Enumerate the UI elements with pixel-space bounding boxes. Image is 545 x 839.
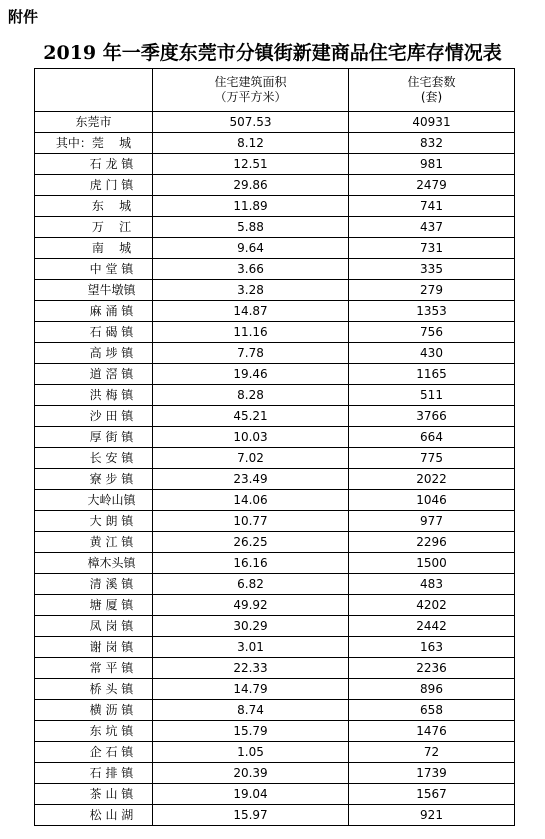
units-value-cell: 1500 [349,553,515,574]
region-name-cell: 茶 山 镇 [35,784,153,805]
units-value-cell: 4202 [349,595,515,616]
area-value-cell: 9.64 [153,238,349,259]
area-value-cell: 7.02 [153,448,349,469]
header-name-cell [35,69,153,112]
units-value-cell: 1476 [349,721,515,742]
region-name-cell: 望牛墩镇 [35,280,153,301]
area-value-cell: 16.16 [153,553,349,574]
table-row [35,700,515,721]
region-name-cell: 中 堂 镇 [35,259,153,280]
area-value-cell: 5.88 [153,217,349,238]
area-value-cell: 11.89 [153,196,349,217]
table-row [35,616,515,637]
area-value-cell: 14.79 [153,679,349,700]
units-value-cell: 664 [349,427,515,448]
region-name-cell: 常 平 镇 [35,658,153,679]
region-name-cell: 桥 头 镇 [35,679,153,700]
area-value-cell: 22.33 [153,658,349,679]
units-value-cell: 977 [349,511,515,532]
region-name-cell: 东 坑 镇 [35,721,153,742]
region-name-cell: 长 安 镇 [35,448,153,469]
units-value-cell: 3766 [349,406,515,427]
header-area-cell [153,69,349,112]
area-value-cell: 49.92 [153,595,349,616]
region-name-cell: 沙 田 镇 [35,406,153,427]
table-row [35,343,515,364]
table-row [35,238,515,259]
table-row [35,406,515,427]
area-value-cell: 15.79 [153,721,349,742]
table-row [35,532,515,553]
area-value-cell: 1.05 [153,742,349,763]
region-name-cell: 高 埗 镇 [35,343,153,364]
units-value-cell: 2442 [349,616,515,637]
area-value-cell: 8.12 [153,133,349,154]
attachment-label: 附件 [8,8,39,26]
area-value-cell: 19.04 [153,784,349,805]
region-name-cell: 麻 涌 镇 [35,301,153,322]
units-value-cell: 1353 [349,301,515,322]
region-name-cell: 黄 江 镇 [35,532,153,553]
table-row [35,574,515,595]
units-value-cell: 1165 [349,364,515,385]
region-name-cell: 樟木头镇 [35,553,153,574]
units-value-cell: 832 [349,133,515,154]
region-name-cell: 石 龙 镇 [35,154,153,175]
region-name-cell: 虎 门 镇 [35,175,153,196]
table-row [35,112,515,133]
area-value-cell: 30.29 [153,616,349,637]
table-row [35,805,515,826]
units-value-cell: 741 [349,196,515,217]
units-value-cell: 483 [349,574,515,595]
area-value-cell: 14.87 [153,301,349,322]
table-row [35,196,515,217]
units-value-cell: 511 [349,385,515,406]
region-name-cell: 东 城 [35,196,153,217]
region-name-cell: 清 溪 镇 [35,574,153,595]
header-area-unit: （万平方米） [214,90,287,104]
table-row [35,133,515,154]
area-value-cell: 3.01 [153,637,349,658]
region-name-cell: 万 江 [35,217,153,238]
units-value-cell: 72 [349,742,515,763]
units-value-cell: 775 [349,448,515,469]
area-value-cell: 10.77 [153,511,349,532]
table-row [35,679,515,700]
area-value-cell: 3.28 [153,280,349,301]
units-value-cell: 896 [349,679,515,700]
area-value-cell: 10.03 [153,427,349,448]
units-value-cell: 1046 [349,490,515,511]
region-name-cell: 企 石 镇 [35,742,153,763]
units-value-cell: 921 [349,805,515,826]
area-value-cell: 15.97 [153,805,349,826]
area-value-cell: 45.21 [153,406,349,427]
units-value-cell: 335 [349,259,515,280]
table-row [35,763,515,784]
table-row [35,511,515,532]
table-row [35,259,515,280]
table-row [35,721,515,742]
page-title: 2019 年一季度东莞市分镇街新建商品住宅库存情况表 [43,42,502,64]
units-value-cell: 40931 [349,112,515,133]
units-value-cell: 2296 [349,532,515,553]
table-body [35,112,515,826]
units-value-cell: 756 [349,322,515,343]
units-value-cell: 437 [349,217,515,238]
table-row [35,490,515,511]
region-name-cell: 厚 街 镇 [35,427,153,448]
area-value-cell: 26.25 [153,532,349,553]
header-units-label: 住宅套数 [407,75,456,89]
header-area-label: 住宅建筑面积 [214,75,287,89]
units-value-cell: 1739 [349,763,515,784]
table-row [35,175,515,196]
inventory-table [34,68,515,826]
area-value-cell: 20.39 [153,763,349,784]
region-name-cell: 东莞市 [35,112,153,133]
region-name-cell: 寮 步 镇 [35,469,153,490]
region-name-cell: 洪 梅 镇 [35,385,153,406]
area-value-cell: 7.78 [153,343,349,364]
region-name-cell: 凤 岗 镇 [35,616,153,637]
table-row [35,301,515,322]
area-value-cell: 14.06 [153,490,349,511]
region-name-cell: 横 沥 镇 [35,700,153,721]
units-value-cell: 2022 [349,469,515,490]
table-row [35,322,515,343]
area-value-cell: 12.51 [153,154,349,175]
units-value-cell: 1567 [349,784,515,805]
units-value-cell: 430 [349,343,515,364]
table-row [35,217,515,238]
units-value-cell: 731 [349,238,515,259]
table-row [35,553,515,574]
region-name-cell: 松 山 湖 [35,805,153,826]
region-name-cell: 南 城 [35,238,153,259]
table-row [35,427,515,448]
area-value-cell: 8.74 [153,700,349,721]
units-value-cell: 279 [349,280,515,301]
area-value-cell: 19.46 [153,364,349,385]
table-header-row [35,69,515,112]
units-value-cell: 2236 [349,658,515,679]
area-value-cell: 29.86 [153,175,349,196]
units-value-cell: 658 [349,700,515,721]
area-value-cell: 11.16 [153,322,349,343]
region-name-cell: 谢 岗 镇 [35,637,153,658]
area-value-cell: 6.82 [153,574,349,595]
region-name-cell: 大 朗 镇 [35,511,153,532]
table-row [35,154,515,175]
units-value-cell: 981 [349,154,515,175]
table-row [35,469,515,490]
units-value-cell: 163 [349,637,515,658]
region-name-cell: 石 排 镇 [35,763,153,784]
area-value-cell: 507.53 [153,112,349,133]
table-row [35,280,515,301]
area-value-cell: 8.28 [153,385,349,406]
header-units-unit: (套) [420,90,443,104]
area-value-cell: 23.49 [153,469,349,490]
region-name-cell: 其中：莞 城 [35,133,153,154]
region-name-cell: 塘 厦 镇 [35,595,153,616]
region-name-cell: 道 滘 镇 [35,364,153,385]
table-row [35,448,515,469]
area-value-cell: 3.66 [153,259,349,280]
units-value-cell: 2479 [349,175,515,196]
table-row [35,784,515,805]
table-row [35,742,515,763]
header-units-cell [349,69,515,112]
region-name-cell: 大岭山镇 [35,490,153,511]
table-row [35,658,515,679]
table-row [35,595,515,616]
table-row [35,385,515,406]
region-name-cell: 石 碣 镇 [35,322,153,343]
table-row [35,364,515,385]
table-row [35,637,515,658]
